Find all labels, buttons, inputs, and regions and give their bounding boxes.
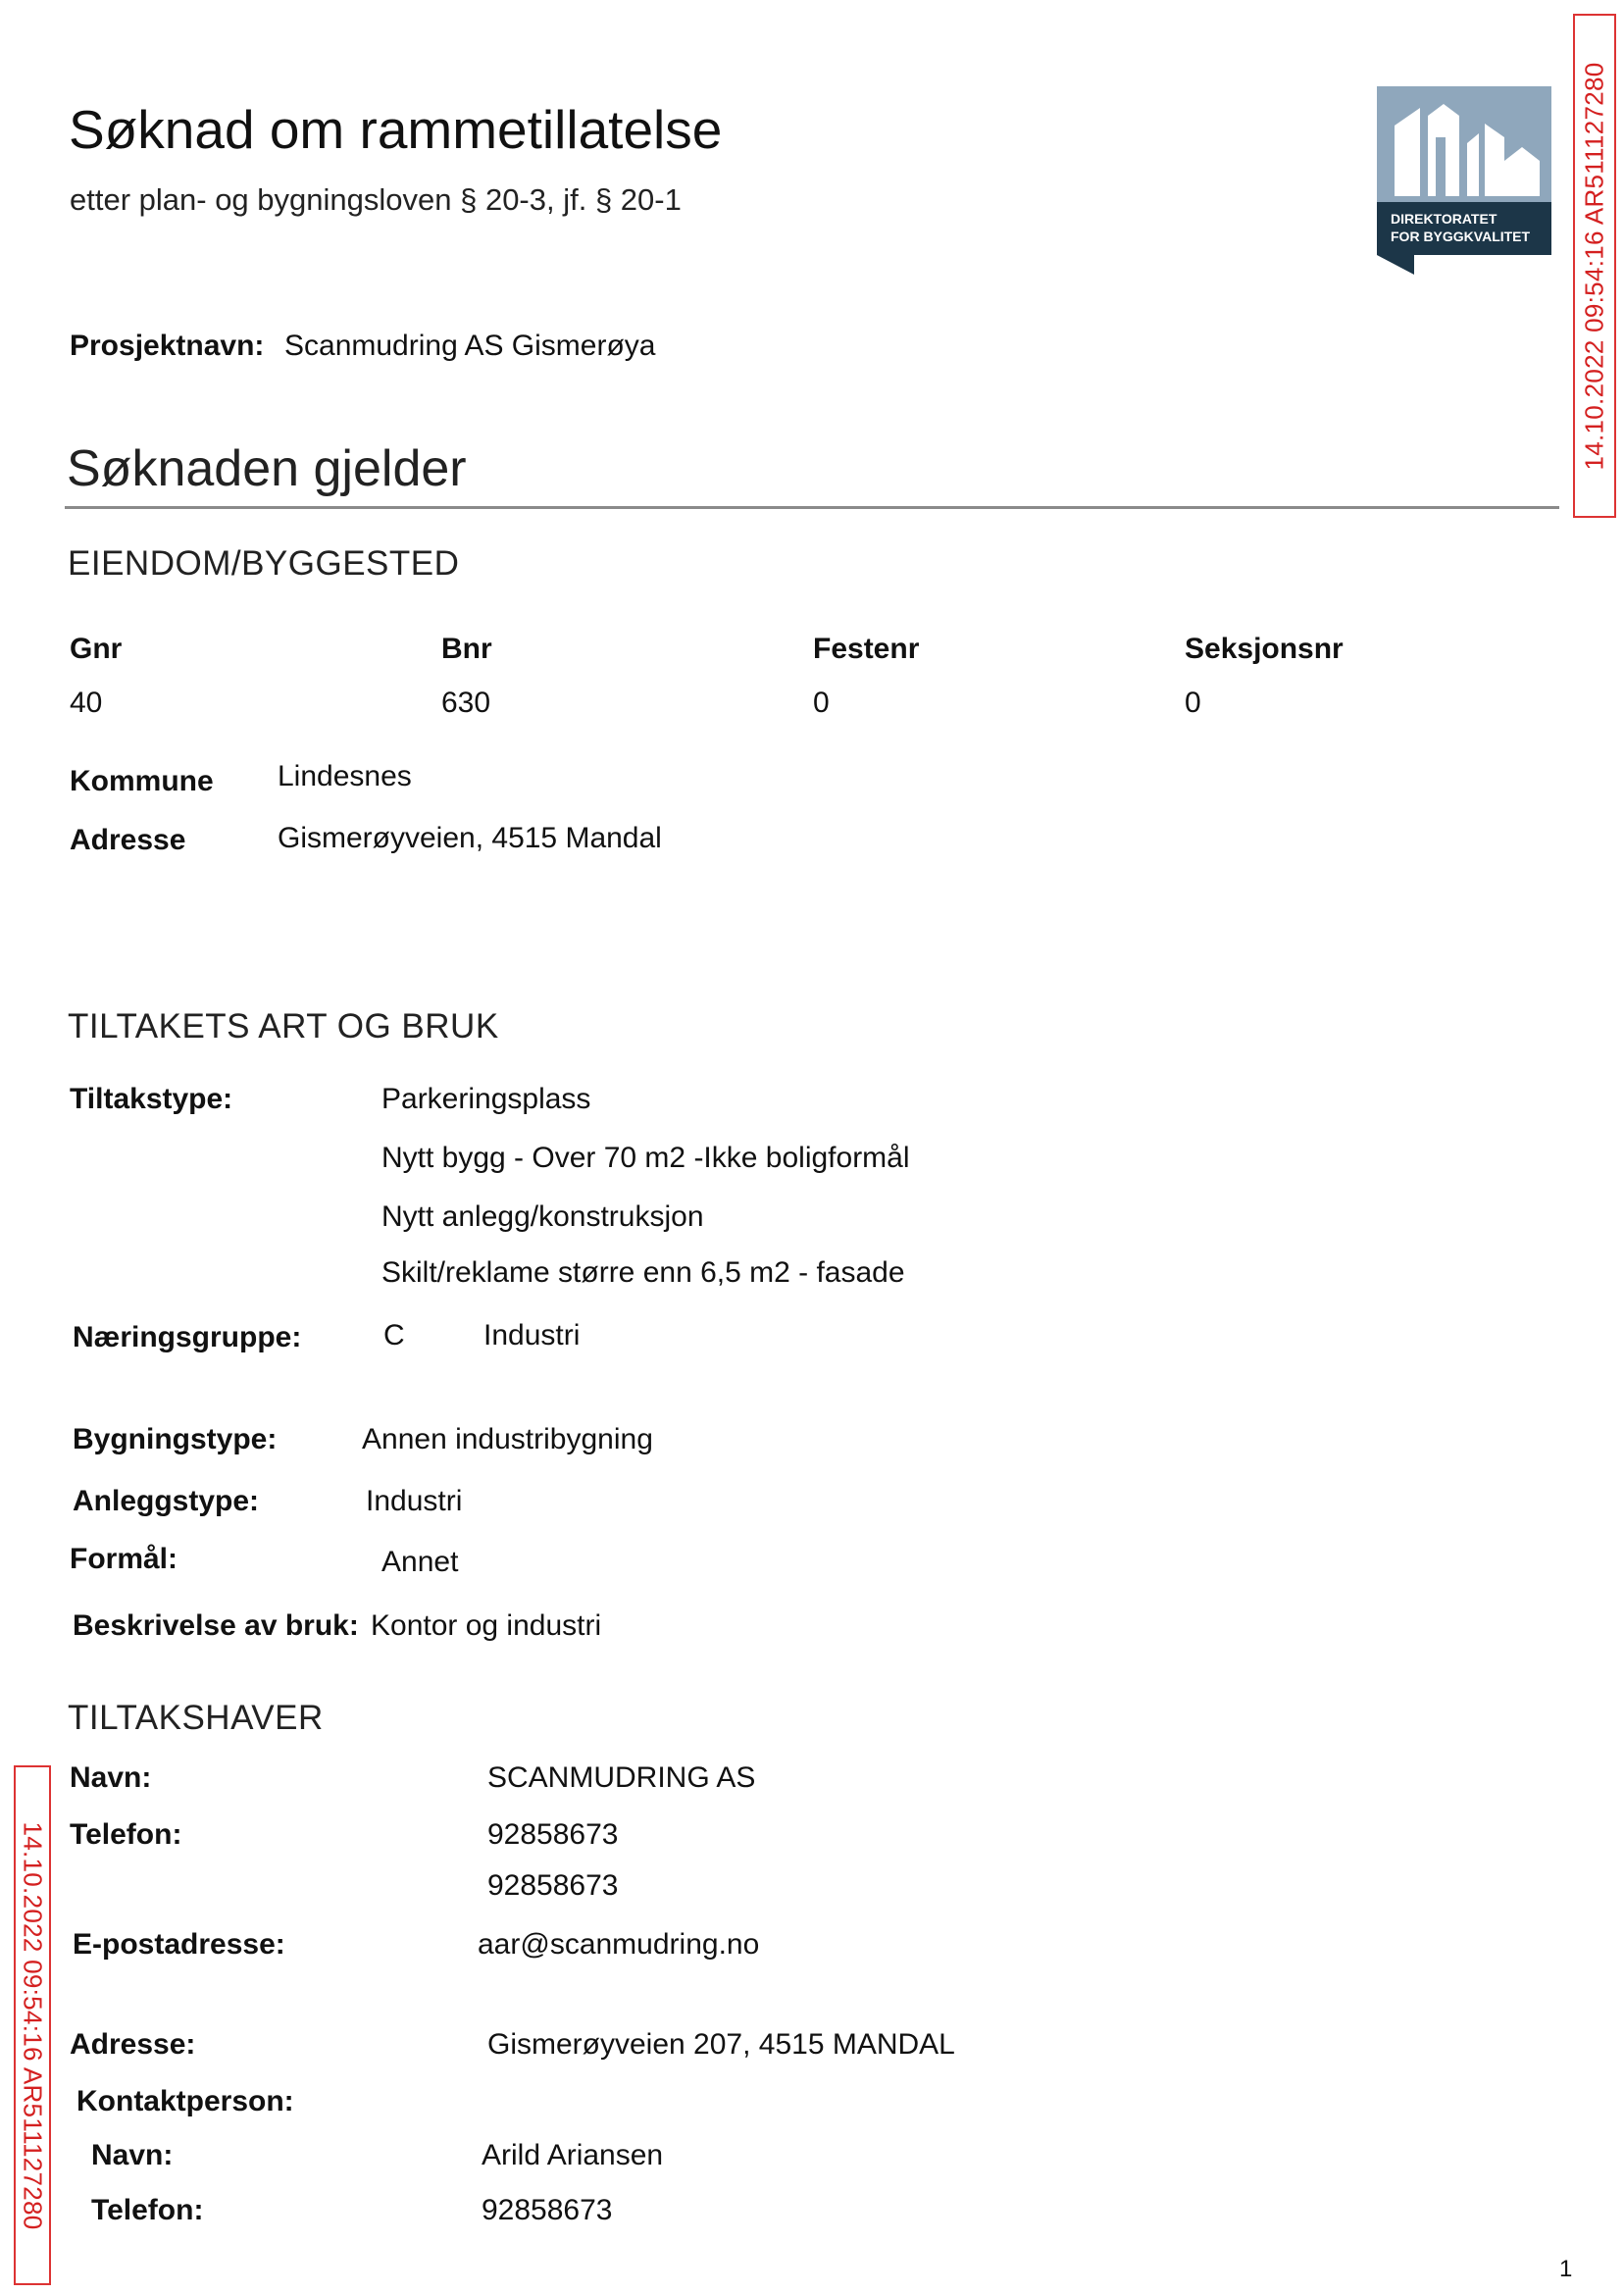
tiltakshaver-navn-label: Navn: [70,1761,152,1794]
tiltakstype-item: Skilt/reklame større enn 6,5 m2 - fasade [381,1256,905,1289]
kommune-value: Lindesnes [278,760,412,792]
project-name-value: Scanmudring AS Gismerøya [284,330,656,362]
document-title: Søknad om rammetillatelse [69,99,723,160]
tiltakstype-item: Nytt anlegg/konstruksjon [381,1200,704,1233]
kommune-label: Kommune [70,765,214,797]
dibk-logo [1377,86,1551,275]
naeringsgruppe-code: C [383,1319,405,1351]
kontaktperson-navn-value: Arild Ariansen [482,2139,664,2171]
receipt-stamp-left [14,1765,51,2285]
stamp-text: 14.10.2022 09:54:16 AR511127280 [1579,61,1609,471]
festenr-value: 0 [813,687,830,719]
formal-value: Annet [381,1546,459,1578]
seksjonsnr-value: 0 [1185,687,1201,719]
beskrivelse-value: Kontor og industri [371,1609,602,1642]
festenr-label: Festenr [813,633,920,665]
anleggstype-value: Industri [366,1485,463,1517]
document-subtitle: etter plan- og bygningsloven § 20-3, jf. § 20-1 [70,182,682,217]
bygningstype-value: Annen industribygning [362,1423,653,1455]
adresse-label: Adresse [70,824,186,856]
tiltakstype-item: Nytt bygg - Over 70 m2 -Ikke boligformål [381,1142,910,1174]
tiltakshaver-adresse-label: Adresse: [70,2028,196,2061]
dibk-logo-icon [1377,86,1551,275]
tiltakshaver-telefon-value: 92858673 [487,1818,619,1851]
adresse-value: Gismerøyveien, 4515 Mandal [278,822,662,854]
page-number: 1 [1559,2256,1573,2282]
tiltakshaver-telefon-value: 92858673 [487,1869,619,1902]
eiendom-heading: EIENDOM/BYGGESTED [68,544,460,583]
tiltakshaver-heading: TILTAKSHAVER [68,1699,324,1737]
tiltakstype-item: Parkeringsplass [381,1083,591,1115]
tiltakshaver-adresse-value: Gismerøyveien 207, 4515 MANDAL [487,2028,955,2061]
bnr-value: 630 [441,687,491,719]
tiltak-heading: TILTAKETS ART OG BRUK [68,1007,499,1045]
tiltakshaver-telefon-label: Telefon: [70,1818,182,1851]
epost-label: E-postadresse: [73,1928,285,1961]
stamp-text: 14.10.2022 09:54:16 AR511127280 [18,1820,48,2230]
tiltakshaver-navn-value: SCANMUDRING AS [487,1761,756,1794]
naeringsgruppe-label: Næringsgruppe: [73,1321,302,1353]
seksjonsnr-label: Seksjonsnr [1185,633,1344,665]
naeringsgruppe-value: Industri [483,1319,581,1351]
formal-label: Formål: [70,1543,178,1575]
section-divider [65,506,1559,509]
logo-line-2: FOR BYGGKVALITET [1391,229,1531,244]
project-name-label: Prosjektnavn: [70,330,265,362]
receipt-stamp-top [1573,14,1616,518]
kontaktperson-label: Kontaktperson: [76,2085,294,2117]
kontaktperson-navn-label: Navn: [91,2139,174,2171]
logo-line-1: DIREKTORATET [1391,211,1497,227]
bnr-label: Bnr [441,633,492,665]
beskrivelse-label: Beskrivelse av bruk: [73,1609,359,1642]
anleggstype-label: Anleggstype: [73,1485,260,1517]
epost-value: aar@scanmudring.no [478,1928,760,1961]
gnr-value: 40 [70,687,103,719]
gnr-label: Gnr [70,633,123,665]
bygningstype-label: Bygningstype: [73,1423,278,1455]
kontaktperson-telefon-label: Telefon: [91,2194,204,2226]
section-heading: Søknaden gjelder [67,440,467,497]
kontaktperson-telefon-value: 92858673 [482,2194,613,2226]
tiltakstype-label: Tiltakstype: [70,1083,233,1115]
